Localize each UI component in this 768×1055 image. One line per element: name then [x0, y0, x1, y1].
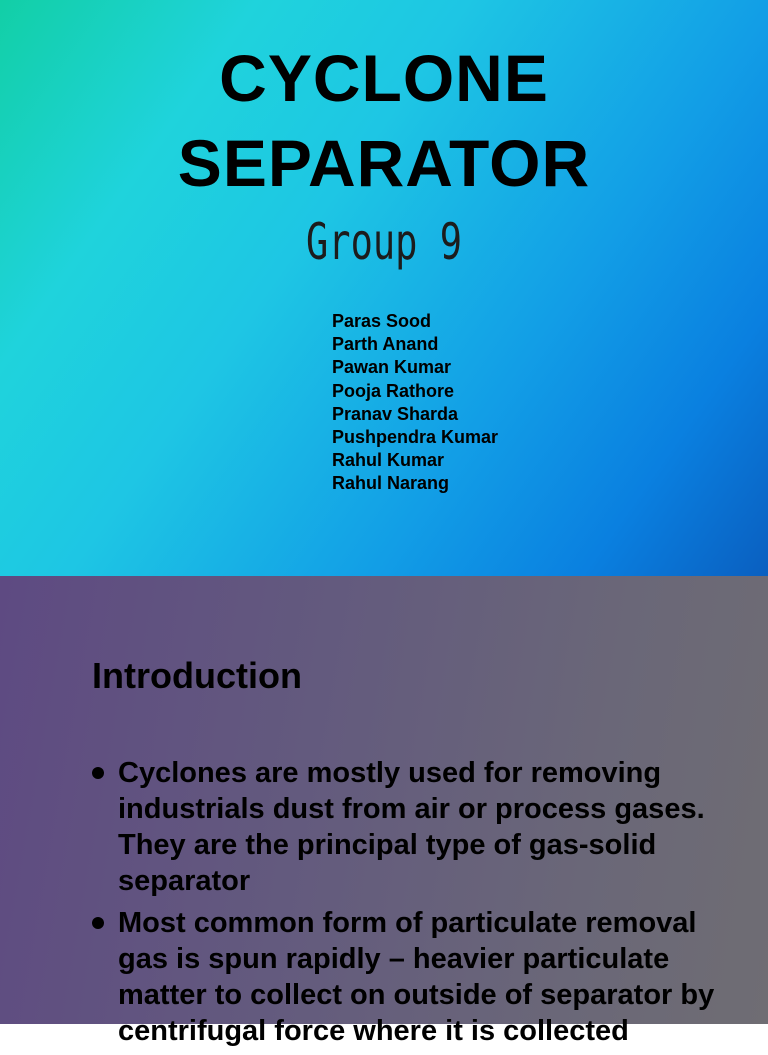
- slide-title: [0, 36, 768, 206]
- member-name: Pranav Sharda: [332, 403, 459, 424]
- member-name: Rahul Kumar: [332, 450, 445, 471]
- title-line-2: SEPARATOR: [177, 126, 591, 200]
- section-heading: Introduction: [92, 655, 302, 696]
- member-name: Paras Sood: [332, 311, 432, 331]
- bullet-item: [90, 755, 720, 899]
- introduction-slide: [0, 576, 768, 1047]
- member-name: Pushpendra Kumar: [332, 427, 499, 448]
- member-name: Pawan Kumar: [332, 357, 452, 378]
- bullet-list: [90, 755, 720, 1055]
- group-subtitle: Group 9: [306, 213, 462, 271]
- bullet-icon: [92, 917, 104, 929]
- bullet-text: Cyclones are mostly used for removing industrials dust from air or process gases. They are the principal type of gas-solid separator: [118, 757, 705, 897]
- bullet-text: Most common form of particulate removal gas is spun rapidly – heavier particulate matter to collect on outside of separator by centrifugal force where it is collected: [118, 907, 715, 1047]
- bullet-icon: [92, 767, 104, 779]
- member-name: Rahul Narang: [332, 473, 450, 494]
- member-name: Parth Anand: [332, 334, 439, 355]
- member-list: [332, 310, 498, 496]
- title-line-1: CYCLONE: [219, 41, 549, 115]
- bullet-item: [90, 905, 720, 1049]
- member-name: Pooja Rathore: [332, 380, 455, 401]
